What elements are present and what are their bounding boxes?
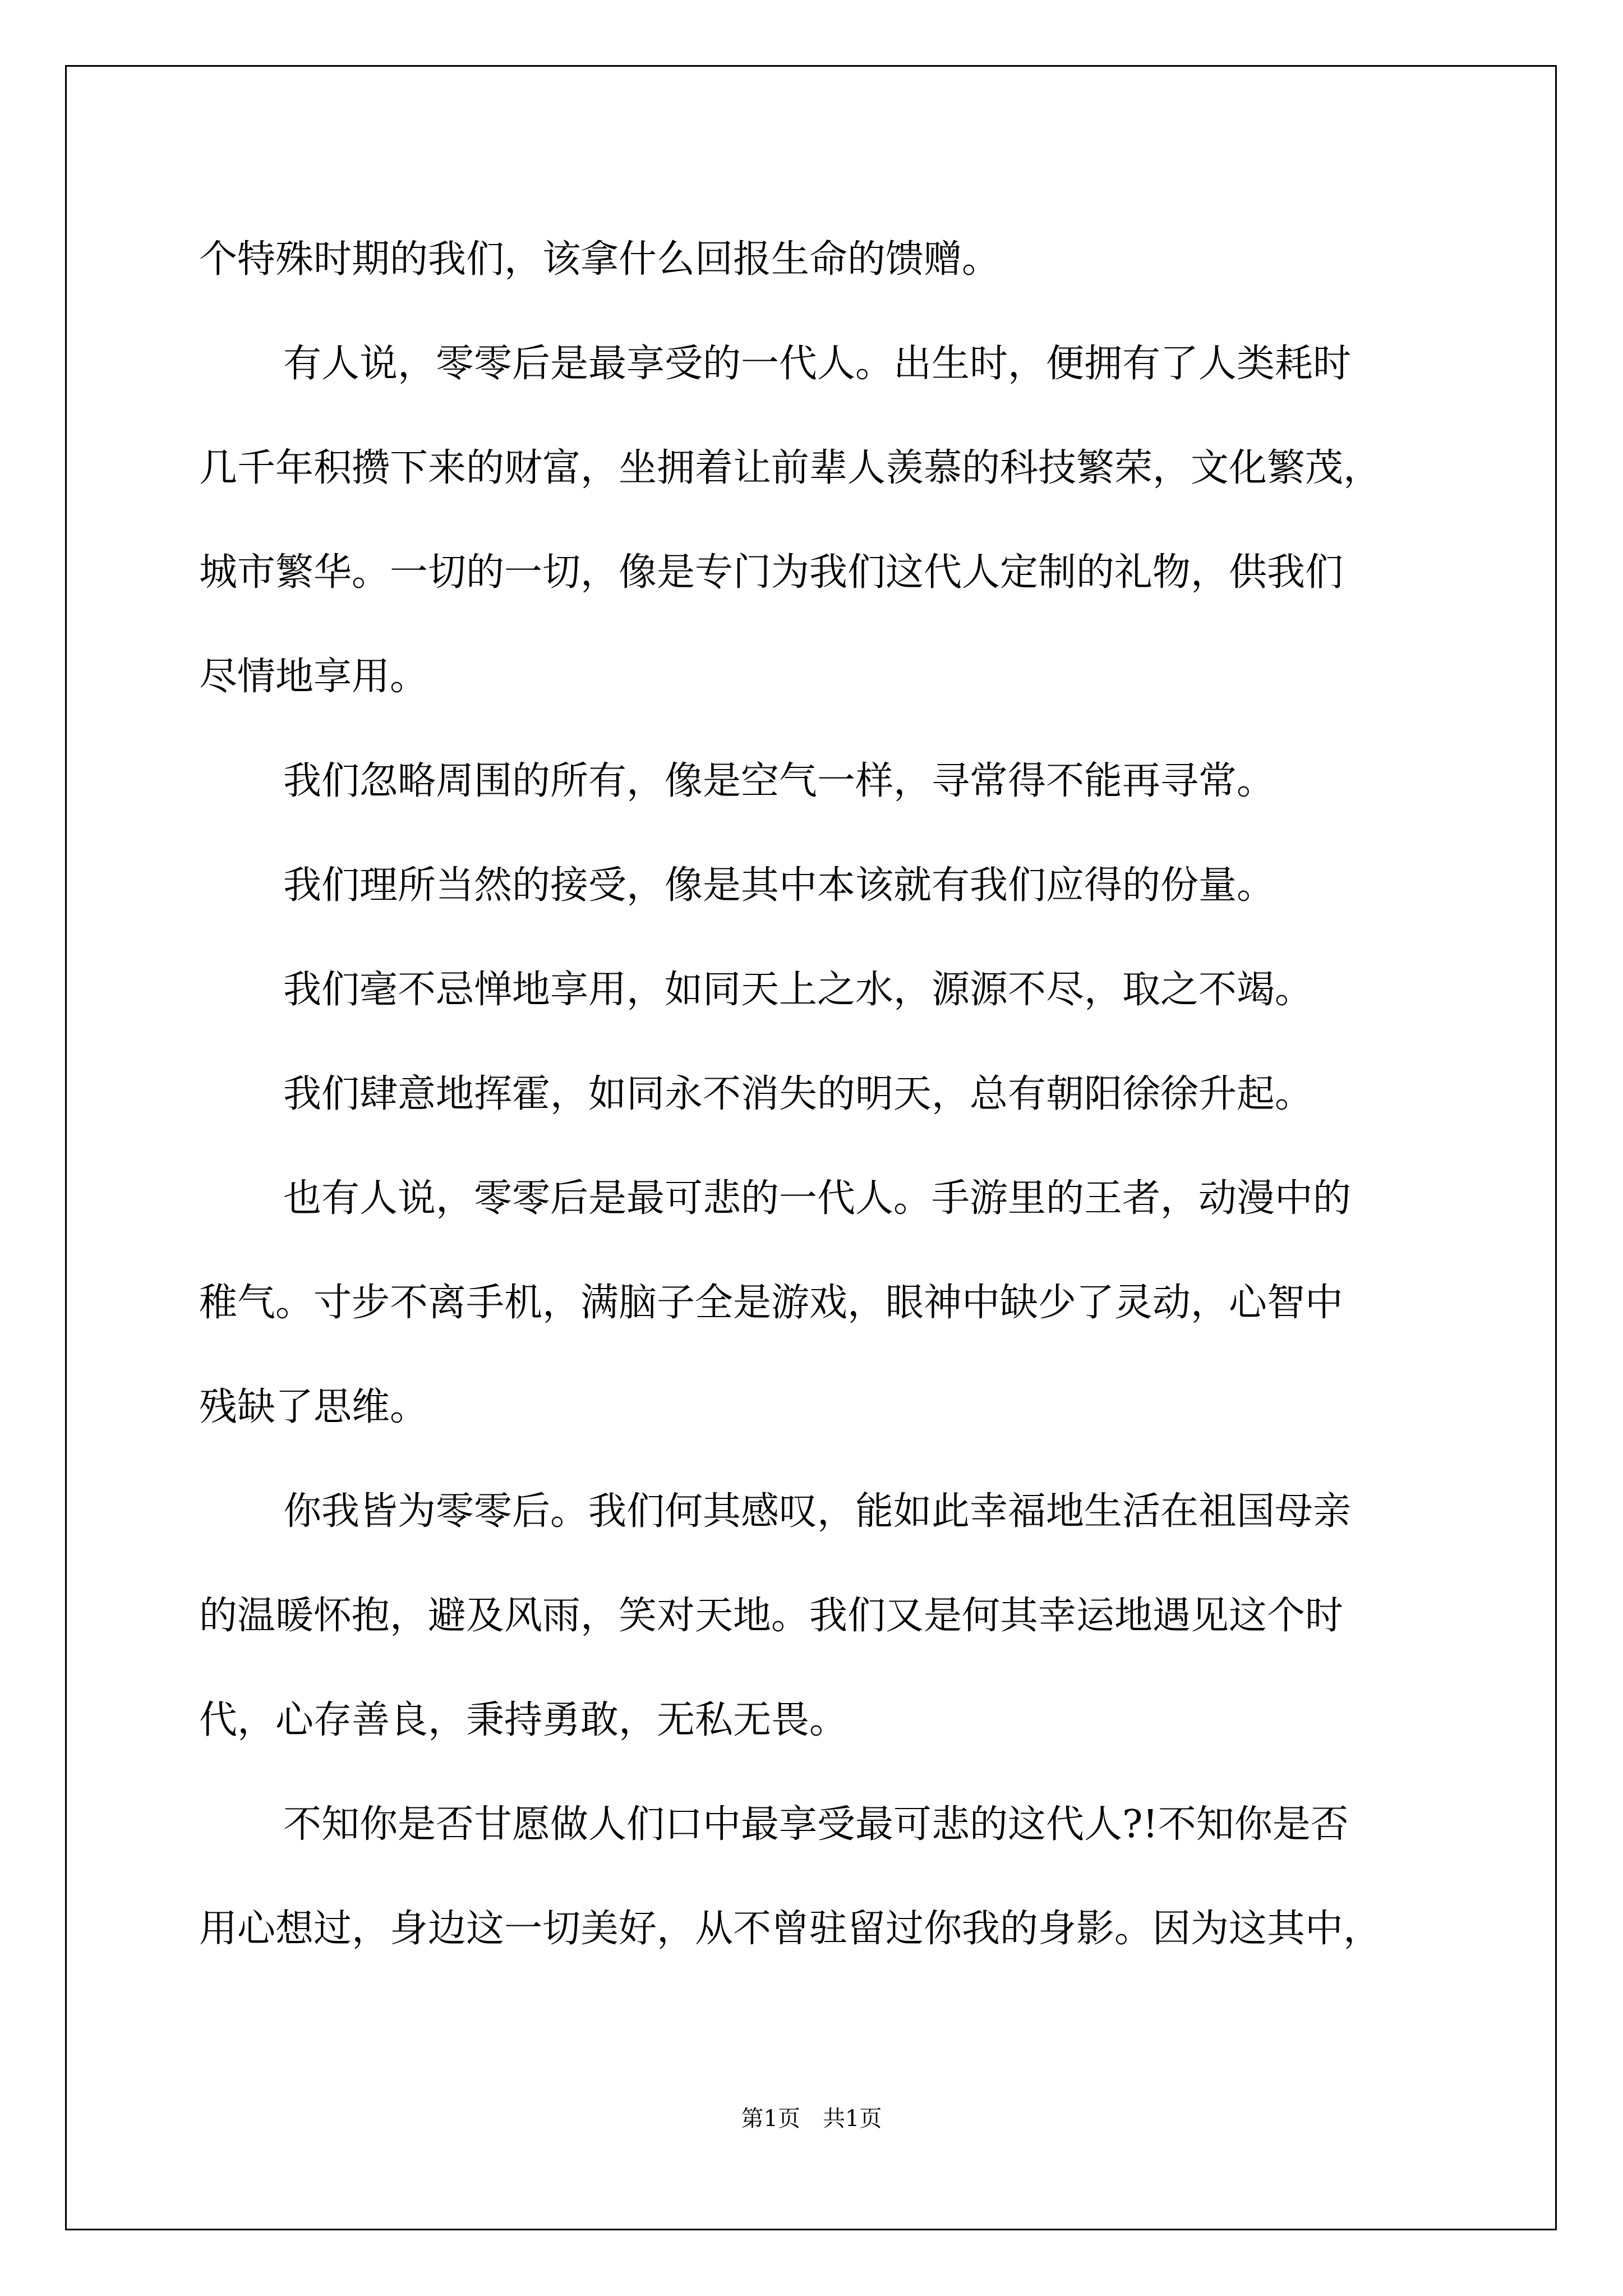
text-line-16: 不知你是否甘愿做人们口中最享受最可悲的这代人?!不知你是否 bbox=[283, 1802, 1349, 1847]
text-line-14: 的温暖怀抱，避及风雨，笑对天地。我们又是何其幸运地遇见这个时 bbox=[199, 1594, 1344, 1638]
text-line-1: 个特殊时期的我们，该拿什么回报生命的馈赠。 bbox=[199, 237, 1000, 282]
text-line-13: 你我皆为零零后。我们何其感叹，能如此幸福地生活在祖国母亲 bbox=[283, 1489, 1352, 1534]
page-footer bbox=[0, 2101, 1623, 2133]
text-line-9: 我们肆意地挥霍，如同永不消失的明天，总有朝阳徐徐升起。 bbox=[283, 1072, 1313, 1116]
document-body bbox=[199, 208, 1433, 1981]
text-line-3: 几千年积攒下来的财富，坐拥着让前辈人羡慕的科技繁荣，文化繁茂， bbox=[199, 446, 1382, 490]
text-line-12: 残缺了思维。 bbox=[199, 1385, 428, 1429]
text-line-2: 有人说，零零后是最享受的一代人。出生时，便拥有了人类耗时 bbox=[283, 342, 1352, 386]
text-line-8: 我们毫不忌惮地享用，如同天上之水，源源不尽，取之不竭。 bbox=[283, 968, 1313, 1012]
text-line-15: 代，心存善良，秉持勇敢，无私无畏。 bbox=[199, 1698, 848, 1742]
text-line-5: 尽情地享用。 bbox=[199, 655, 428, 699]
text-line-4: 城市繁华。一切的一切，像是专门为我们这代人定制的礼物，供我们 bbox=[199, 550, 1344, 595]
text-line-10: 也有人说，零零后是最可悲的一代人。手游里的王者，动漫中的 bbox=[283, 1176, 1352, 1221]
text-line-6: 我们忽略周围的所有，像是空气一样，寻常得不能再寻常。 bbox=[283, 759, 1275, 803]
text-line-17: 用心想过，身边这一切美好，从不曾驻留过你我的身影。因为这其中， bbox=[199, 1907, 1382, 1951]
page-number-label: 第1页 共1页 bbox=[741, 2106, 882, 2132]
text-line-7: 我们理所当然的接受，像是其中本该就有我们应得的份量。 bbox=[283, 863, 1275, 908]
text-line-11: 稚气。寸步不离手机，满脑子全是游戏，眼神中缺少了灵动，心智中 bbox=[199, 1281, 1344, 1325]
